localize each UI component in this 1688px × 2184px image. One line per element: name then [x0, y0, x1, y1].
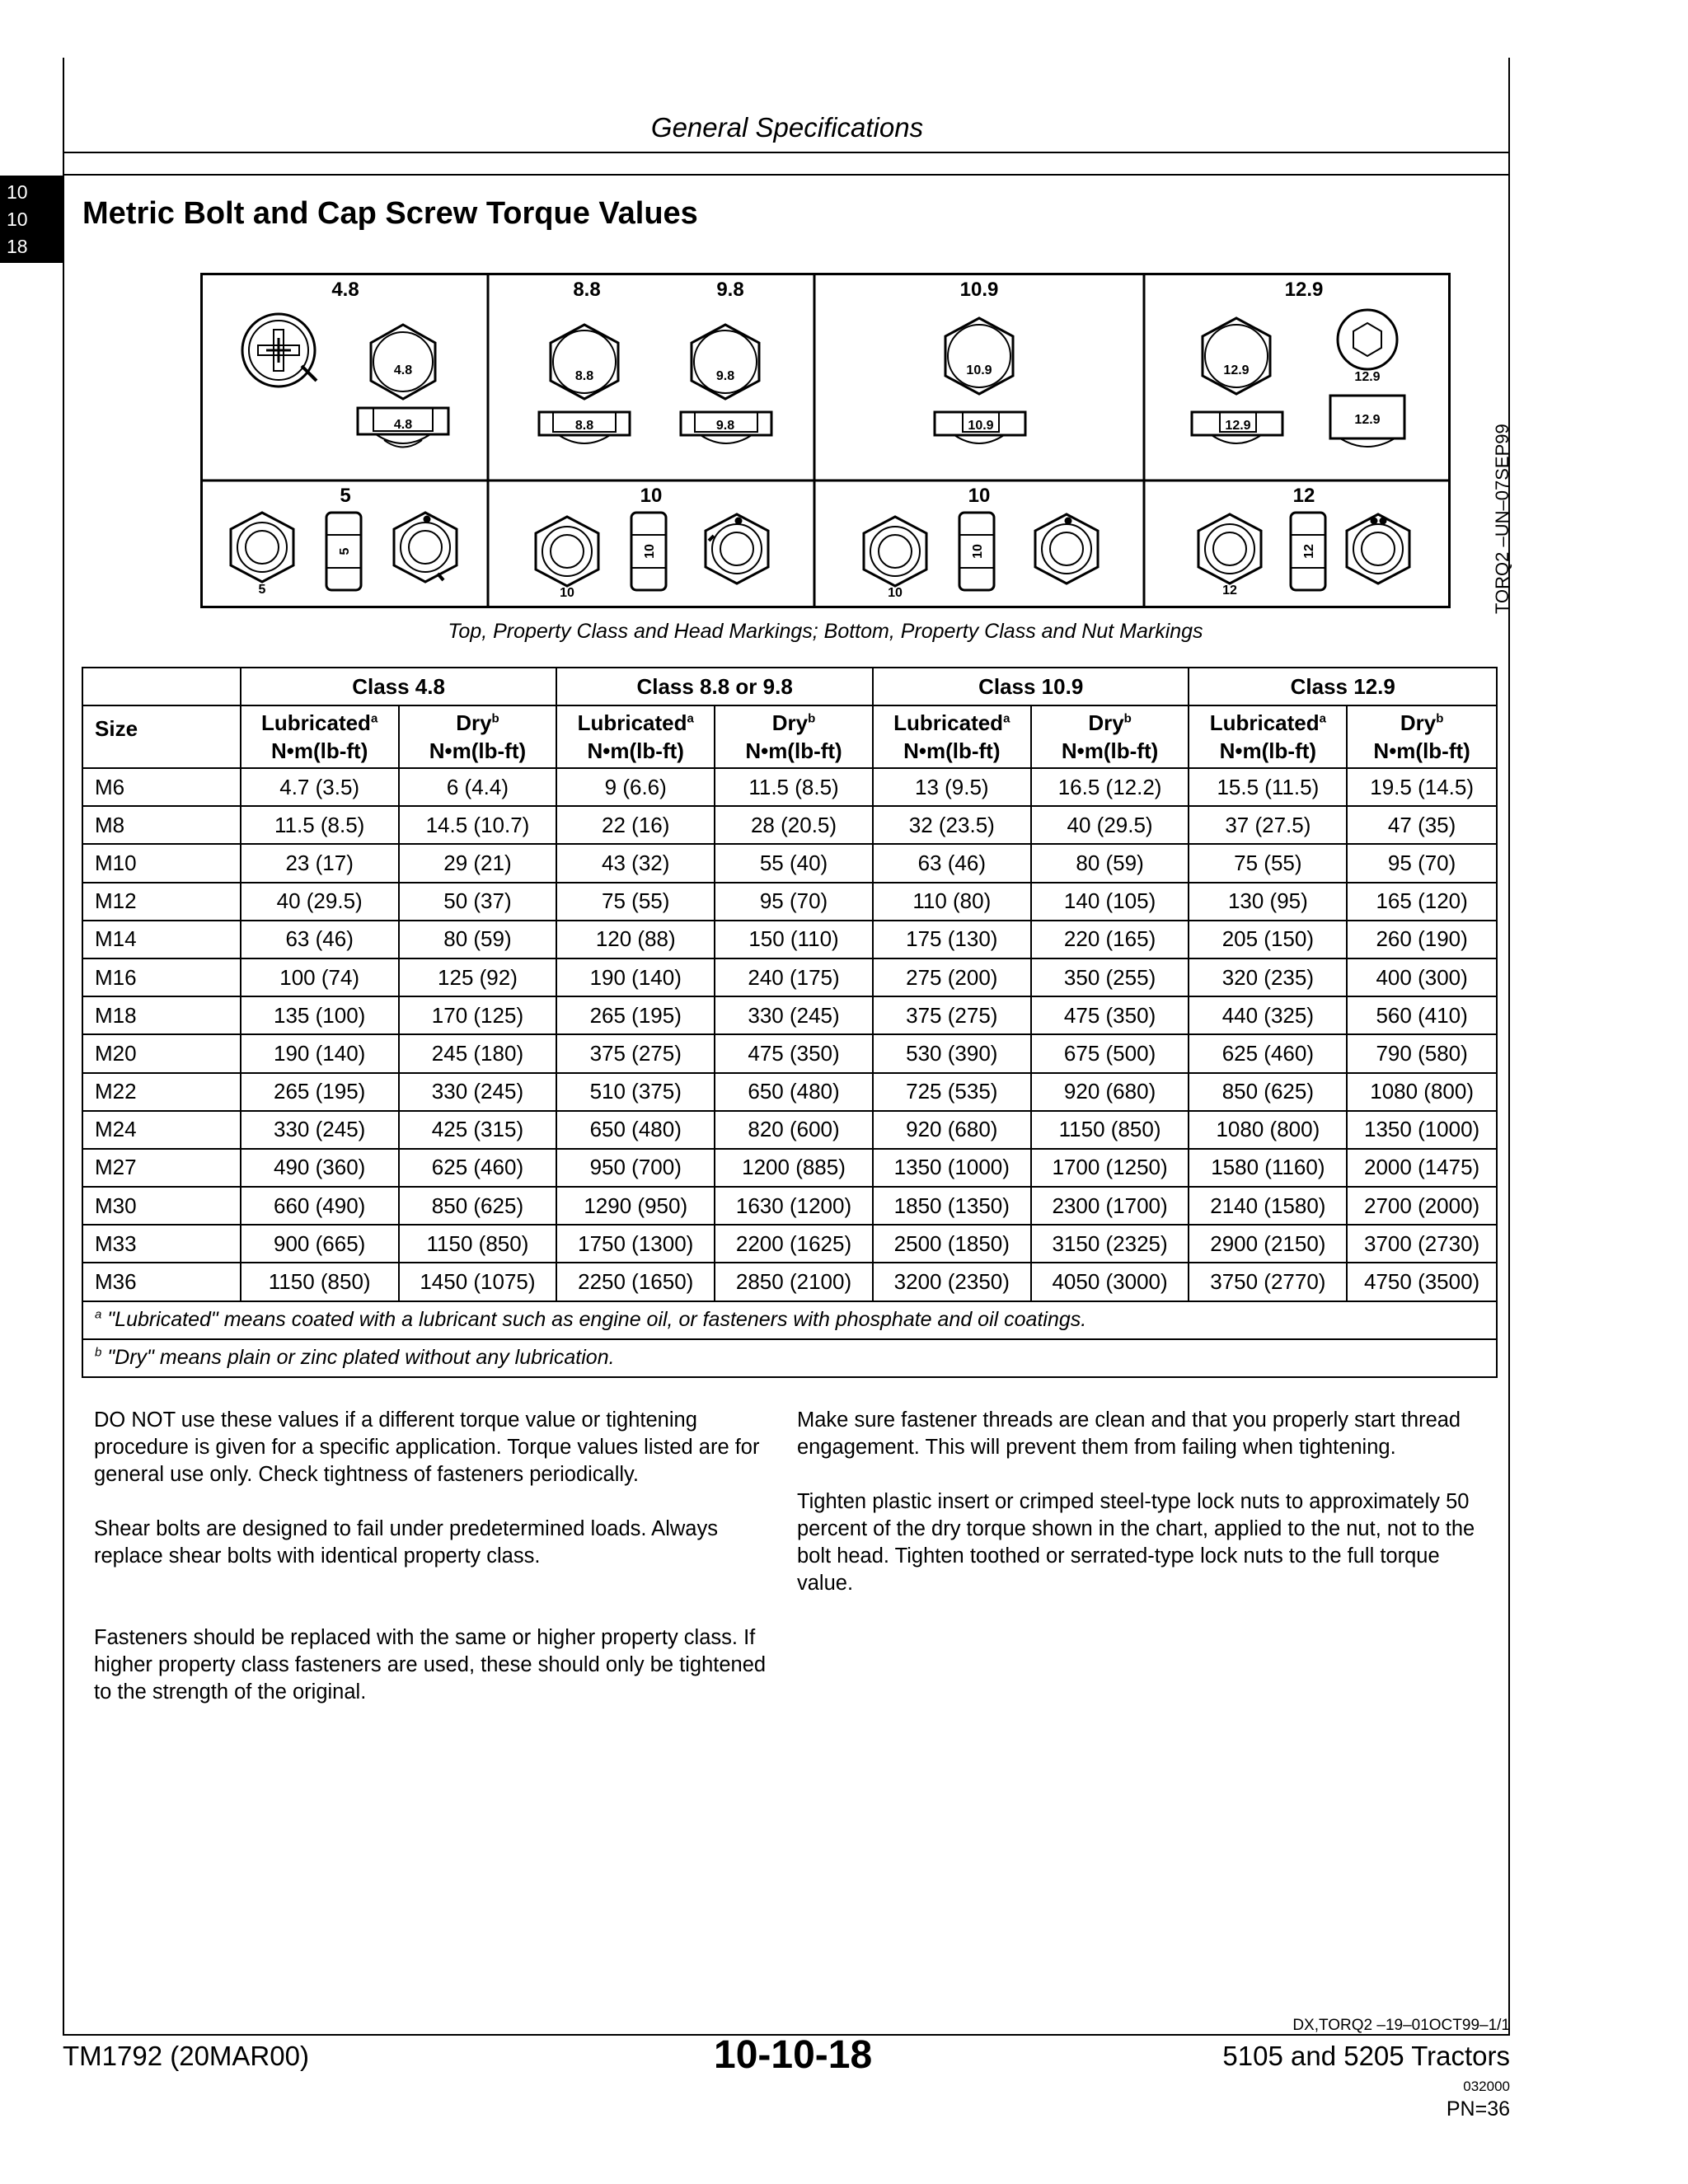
torque-cell: 75 (55) — [1189, 844, 1347, 882]
torque-cell: 2900 (2150) — [1189, 1225, 1347, 1263]
size-cell: M16 — [82, 958, 241, 996]
torque-cell: 790 (580) — [1347, 1034, 1497, 1072]
nut-marking: 10 — [560, 586, 574, 600]
torque-cell: 1350 (1000) — [873, 1149, 1031, 1187]
page-title: Metric Bolt and Cap Screw Torque Values — [82, 196, 698, 231]
nut-class-label-5: 5 — [340, 485, 351, 507]
table-row — [82, 1225, 1497, 1263]
torque-cell: 850 (625) — [399, 1187, 557, 1225]
torque-cell: 100 (74) — [241, 958, 399, 996]
torque-cell: 660 (490) — [241, 1187, 399, 1225]
head-marking: 12.9 — [1225, 419, 1251, 433]
dry-header: Dry$^b$ N•m(lb-ft) — [1031, 705, 1189, 768]
head-marking: 12.9 — [1354, 370, 1381, 384]
torque-cell: 625 (460) — [399, 1149, 557, 1187]
footer-code: 032000 — [1463, 2079, 1510, 2094]
note-paragraph: Fasteners should be replaced with the same or higher property class. If higher property class fasteners are used, these should only be tightened to the strength of the original. — [94, 1626, 767, 1704]
class-label-12-9: 12.9 — [1284, 279, 1324, 301]
torque-cell: 50 (37) — [399, 883, 557, 921]
torque-cell: 675 (500) — [1031, 1034, 1189, 1072]
slotted-head-icon — [242, 314, 316, 387]
notes-right-column — [797, 1407, 1489, 1624]
table-row — [82, 883, 1497, 921]
nut-marking: 12 — [1222, 583, 1237, 598]
size-cell: M33 — [82, 1225, 241, 1263]
torque-cell: 32 (23.5) — [873, 806, 1031, 844]
lubricated-header: Lubricated$^a$ N•m(lb-ft) — [873, 705, 1031, 768]
nut-marking: 10 — [643, 544, 657, 559]
dry-header: Dry$^b$ N•m(lb-ft) — [1347, 705, 1497, 768]
torque-cell: 475 (350) — [715, 1034, 873, 1072]
torque-cell: 900 (665) — [241, 1225, 399, 1263]
hex-bolt-head-icon — [1203, 318, 1270, 394]
torque-cell: 205 (150) — [1189, 921, 1347, 958]
torque-cell: 130 (95) — [1189, 883, 1347, 921]
page-number: 10-10-18 — [714, 2033, 873, 2077]
torque-cell: 1290 (950) — [556, 1187, 715, 1225]
torque-cell: 820 (600) — [715, 1111, 873, 1149]
torque-cell: 2200 (1625) — [715, 1225, 873, 1263]
head-marking: 9.8 — [715, 419, 735, 433]
hex-nut-face-icon — [231, 513, 293, 582]
head-marking: 4.8 — [393, 418, 413, 432]
torque-cell: 63 (46) — [873, 844, 1031, 882]
torque-cell: 4750 (3500) — [1347, 1263, 1497, 1301]
table-row — [82, 1149, 1497, 1187]
torque-cell: 330 (245) — [715, 996, 873, 1034]
torque-cell: 320 (235) — [1189, 958, 1347, 996]
table-row — [82, 806, 1497, 844]
hex-bolt-head-icon — [551, 325, 618, 399]
torque-cell: 9 (6.6) — [556, 768, 715, 806]
torque-cell: 28 (20.5) — [715, 806, 873, 844]
torque-cell: 920 (680) — [873, 1111, 1031, 1149]
nut-class-label-10: 10 — [968, 485, 991, 507]
torque-cell: 37 (27.5) — [1189, 806, 1347, 844]
torque-cell: 475 (350) — [1031, 996, 1189, 1034]
lubricated-header: Lubricated$^a$ N•m(lb-ft) — [241, 705, 399, 768]
class-header-row — [82, 668, 1497, 705]
section-tab-line: 18 — [7, 236, 28, 257]
torque-cell: 190 (140) — [556, 958, 715, 996]
torque-cell: 14.5 (10.7) — [399, 806, 557, 844]
torque-cell: 3700 (2730) — [1347, 1225, 1497, 1263]
product-name: 5105 and 5205 Tractors — [1222, 2041, 1510, 2071]
table-row — [82, 996, 1497, 1034]
page-frame-left — [63, 58, 64, 2036]
size-cell: M18 — [82, 996, 241, 1034]
torque-cell: 1150 (850) — [399, 1225, 557, 1263]
hex-nut-face-icon — [394, 513, 457, 582]
torque-cell: 560 (410) — [1347, 996, 1497, 1034]
torque-cell: 3200 (2350) — [873, 1263, 1031, 1301]
torque-cell: 63 (46) — [241, 921, 399, 958]
torque-table — [82, 667, 1498, 1378]
torque-cell: 95 (70) — [715, 883, 873, 921]
hex-nut-face-icon — [706, 514, 768, 583]
torque-cell: 140 (105) — [1031, 883, 1189, 921]
torque-cell: 650 (480) — [715, 1073, 873, 1111]
torque-cell: 11.5 (8.5) — [715, 768, 873, 806]
torque-cell: 1700 (1250) — [1031, 1149, 1189, 1187]
torque-cell: 440 (325) — [1189, 996, 1347, 1034]
torque-cell: 920 (680) — [1031, 1073, 1189, 1111]
hex-bolt-head-icon — [945, 318, 1013, 394]
size-cell: M24 — [82, 1111, 241, 1149]
torque-table-body — [82, 768, 1497, 1301]
hex-nut-face-icon — [864, 517, 926, 586]
table-row — [82, 844, 1497, 882]
head-marking: 4.8 — [393, 363, 413, 377]
hex-bolt-head-icon — [692, 325, 759, 399]
torque-cell: 4.7 (3.5) — [241, 768, 399, 806]
content-top-rule — [63, 174, 1510, 176]
torque-cell: 110 (80) — [873, 883, 1031, 921]
header-rule — [63, 152, 1510, 153]
torque-cell: 15.5 (11.5) — [1189, 768, 1347, 806]
torque-cell: 165 (120) — [1347, 883, 1497, 921]
torque-cell: 29 (21) — [399, 844, 557, 882]
corner-cell — [82, 668, 241, 705]
nut-marking: 5 — [338, 547, 352, 555]
torque-cell: 55 (40) — [715, 844, 873, 882]
size-cell: M30 — [82, 1187, 241, 1225]
hex-nut-face-icon — [1035, 514, 1098, 583]
torque-cell: 1150 (850) — [1031, 1111, 1189, 1149]
torque-cell: 23 (17) — [241, 844, 399, 882]
head-marking: 8.8 — [574, 369, 594, 383]
dry-header: Dry$^b$ N•m(lb-ft) — [715, 705, 873, 768]
nut-class-label-10: 10 — [640, 485, 663, 507]
torque-cell: 11.5 (8.5) — [241, 806, 399, 844]
torque-cell: 47 (35) — [1347, 806, 1497, 844]
hex-nut-face-icon — [536, 517, 598, 586]
lubricated-header: Lubricated$^a$ N•m(lb-ft) — [1189, 705, 1347, 768]
note-paragraph: DO NOT use these values if a different torque value or tightening procedure is given for a specific application. Torque values listed are for general use only. Check tightness of fasteners periodically. — [94, 1408, 760, 1486]
table-row — [82, 1263, 1497, 1301]
torque-cell: 16.5 (12.2) — [1031, 768, 1189, 806]
class-header: Class 12.9 — [1189, 668, 1497, 705]
torque-cell: 1580 (1160) — [1189, 1149, 1347, 1187]
head-marking: 9.8 — [715, 369, 735, 383]
torque-cell: 1630 (1200) — [715, 1187, 873, 1225]
footnote-lubricated: $^a$ "Lubricated" means coated with a lubricant such as engine oil, or fasteners with phosphate and oil coatings. — [82, 1301, 1497, 1339]
table-row — [82, 1073, 1497, 1111]
column-header-row — [82, 705, 1497, 768]
torque-cell: 3150 (2325) — [1031, 1225, 1189, 1263]
torque-cell: 650 (480) — [556, 1111, 715, 1149]
page-frame-right — [1508, 58, 1510, 2036]
torque-cell: 22 (16) — [556, 806, 715, 844]
size-cell: M20 — [82, 1034, 241, 1072]
torque-cell: 265 (195) — [241, 1073, 399, 1111]
torque-cell: 2850 (2100) — [715, 1263, 873, 1301]
note-paragraph: Shear bolts are designed to fail under predetermined loads. Always replace shear bolts with identical property class. — [94, 1517, 718, 1568]
torque-cell: 1150 (850) — [241, 1263, 399, 1301]
lubricated-header: Lubricated$^a$ N•m(lb-ft) — [556, 705, 715, 768]
size-cell: M36 — [82, 1263, 241, 1301]
torque-cell: 3750 (2770) — [1189, 1263, 1347, 1301]
torque-cell: 1850 (1350) — [873, 1187, 1031, 1225]
nut-marking: 12 — [1302, 544, 1316, 559]
class-header: Class 8.8 or 9.8 — [556, 668, 873, 705]
class-label-10-9: 10.9 — [959, 279, 999, 301]
torque-cell: 190 (140) — [241, 1034, 399, 1072]
torque-cell: 425 (315) — [399, 1111, 557, 1149]
torque-cell: 13 (9.5) — [873, 768, 1031, 806]
torque-cell: 260 (190) — [1347, 921, 1497, 958]
class-label-4-8: 4.8 — [331, 279, 359, 301]
torque-cell: 375 (275) — [556, 1034, 715, 1072]
torque-cell: 510 (375) — [556, 1073, 715, 1111]
socket-head-icon — [1338, 310, 1397, 369]
torque-cell: 1350 (1000) — [1347, 1111, 1497, 1149]
head-marking: 10.9 — [968, 419, 994, 433]
nut-marking: 10 — [888, 586, 903, 600]
table-row — [82, 1111, 1497, 1149]
note-paragraph: Make sure fastener threads are clean and that you properly start thread engagement. This will prevent them from failing when tightening. — [797, 1408, 1461, 1459]
notes-left-column — [94, 1407, 786, 1733]
torque-cell: 150 (110) — [715, 921, 873, 958]
running-header: General Specifications — [650, 112, 924, 143]
torque-cell: 1200 (885) — [715, 1149, 873, 1187]
footnote-dry: $^b$ "Dry" means plain or zinc plated without any lubrication. — [82, 1339, 1497, 1377]
size-cell: M6 — [82, 768, 241, 806]
markings-figure — [200, 273, 1451, 608]
torque-cell: 950 (700) — [556, 1149, 715, 1187]
torque-cell: 2300 (1700) — [1031, 1187, 1189, 1225]
torque-cell: 850 (625) — [1189, 1073, 1347, 1111]
torque-cell: 275 (200) — [873, 958, 1031, 996]
document-code: DX,TORQ2 –19–01OCT99–1/1 — [1292, 2017, 1510, 2034]
hex-bolt-head-icon — [371, 325, 435, 399]
torque-cell: 1080 (800) — [1347, 1073, 1497, 1111]
torque-cell: 330 (245) — [241, 1111, 399, 1149]
footnote-row — [82, 1301, 1497, 1339]
torque-cell: 1450 (1075) — [399, 1263, 557, 1301]
torque-cell: 1080 (800) — [1189, 1111, 1347, 1149]
torque-cell: 75 (55) — [556, 883, 715, 921]
class-header: Class 4.8 — [241, 668, 557, 705]
nut-marking: 10 — [971, 544, 985, 559]
table-row — [82, 768, 1497, 806]
figure-id: TORQ2 –UN–07SEP99 — [1492, 424, 1512, 614]
torque-cell: 220 (165) — [1031, 921, 1189, 958]
torque-cell: 2700 (2000) — [1347, 1187, 1497, 1225]
torque-cell: 80 (59) — [399, 921, 557, 958]
torque-cell: 2250 (1650) — [556, 1263, 715, 1301]
head-marking: 10.9 — [966, 363, 992, 377]
torque-cell: 1750 (1300) — [556, 1225, 715, 1263]
class-label-9-8: 9.8 — [716, 279, 744, 301]
class-header: Class 10.9 — [873, 668, 1189, 705]
table-row — [82, 1034, 1497, 1072]
torque-cell: 135 (100) — [241, 996, 399, 1034]
hex-nut-face-icon — [1198, 514, 1261, 583]
torque-cell: 400 (300) — [1347, 958, 1497, 996]
torque-cell: 6 (4.4) — [399, 768, 557, 806]
footnote-row — [82, 1339, 1497, 1377]
class-label-8-8: 8.8 — [573, 279, 601, 301]
torque-cell: 170 (125) — [399, 996, 557, 1034]
torque-cell: 43 (32) — [556, 844, 715, 882]
torque-cell: 19.5 (14.5) — [1347, 768, 1497, 806]
size-cell: M22 — [82, 1073, 241, 1111]
size-cell: M8 — [82, 806, 241, 844]
torque-cell: 725 (535) — [873, 1073, 1031, 1111]
size-header: Size — [82, 705, 241, 768]
table-row — [82, 958, 1497, 996]
manual-number: TM1792 (20MAR00) — [63, 2041, 309, 2071]
torque-cell: 125 (92) — [399, 958, 557, 996]
size-cell: M27 — [82, 1149, 241, 1187]
size-cell: M14 — [82, 921, 241, 958]
torque-cell: 265 (195) — [556, 996, 715, 1034]
section-tab — [0, 176, 63, 263]
section-tab-line: 10 — [7, 181, 28, 203]
torque-cell: 175 (130) — [873, 921, 1031, 958]
torque-cell: 2500 (1850) — [873, 1225, 1031, 1263]
torque-cell: 2140 (1580) — [1189, 1187, 1347, 1225]
torque-cell: 490 (360) — [241, 1149, 399, 1187]
nut-class-label-12: 12 — [1292, 485, 1315, 507]
hex-nut-face-icon — [1347, 514, 1409, 583]
note-paragraph: Tighten plastic insert or crimped steel-type lock nuts to approximately 50 percent of the dry torque shown in the chart, applied to the nut, not to the bolt head. Tighten toothed or serrated-type lock nuts to the full torque value. — [797, 1490, 1475, 1595]
table-row — [82, 1187, 1497, 1225]
size-cell: M12 — [82, 883, 241, 921]
head-marking: 8.8 — [574, 419, 594, 433]
size-cell: M10 — [82, 844, 241, 882]
torque-cell: 240 (175) — [715, 958, 873, 996]
torque-cell: 80 (59) — [1031, 844, 1189, 882]
dry-header: Dry$^b$ N•m(lb-ft) — [399, 705, 557, 768]
torque-cell: 40 (29.5) — [1031, 806, 1189, 844]
torque-cell: 40 (29.5) — [241, 883, 399, 921]
torque-cell: 625 (460) — [1189, 1034, 1347, 1072]
table-row — [82, 921, 1497, 958]
torque-cell: 4050 (3000) — [1031, 1263, 1189, 1301]
torque-cell: 120 (88) — [556, 921, 715, 958]
torque-cell: 245 (180) — [399, 1034, 557, 1072]
section-tab-line: 10 — [7, 209, 28, 230]
nut-marking: 5 — [258, 583, 266, 597]
torque-cell: 95 (70) — [1347, 844, 1497, 882]
torque-cell: 350 (255) — [1031, 958, 1189, 996]
head-marking: 12.9 — [1223, 363, 1250, 377]
print-number: PN=36 — [1446, 2097, 1510, 2121]
torque-cell: 2000 (1475) — [1347, 1149, 1497, 1187]
torque-cell: 330 (245) — [399, 1073, 557, 1111]
figure-caption: Top, Property Class and Head Markings; Bottom, Property Class and Nut Markings — [448, 620, 1203, 643]
torque-cell: 375 (275) — [873, 996, 1031, 1034]
torque-cell: 530 (390) — [873, 1034, 1031, 1072]
head-marking: 12.9 — [1354, 413, 1381, 427]
markings-illustration — [203, 275, 1448, 606]
